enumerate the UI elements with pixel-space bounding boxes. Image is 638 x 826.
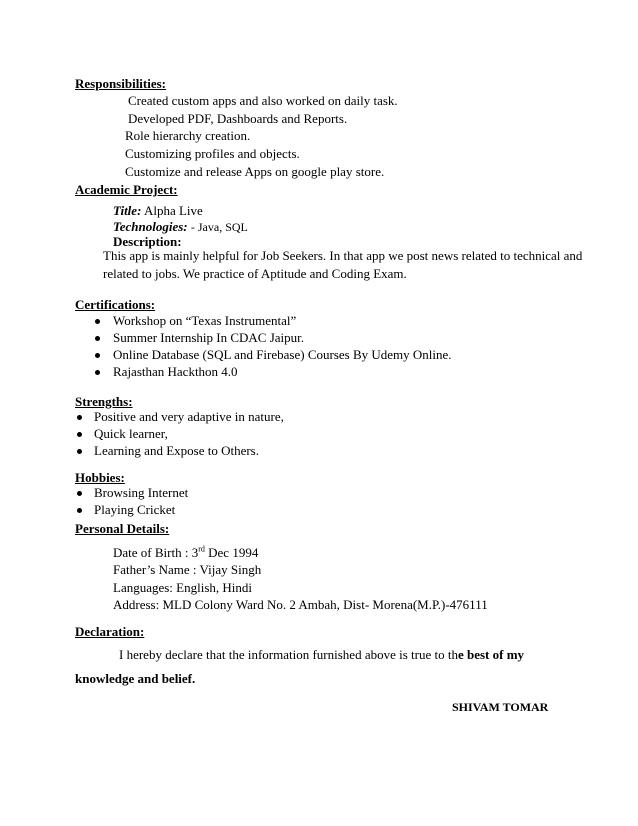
responsibility-item: Created custom apps and also worked on daily task.	[128, 93, 398, 108]
project-technologies-row	[113, 219, 248, 235]
project-technologies-label: Technologies:	[113, 219, 188, 234]
responsibility-item: Role hierarchy creation.	[125, 128, 251, 143]
strength-item: Positive and very adaptive in nature,	[94, 409, 284, 424]
responsibility-item: Customize and release Apps on google play store.	[125, 164, 385, 179]
declaration-text: I hereby declare that the information furnished above is true to th	[119, 647, 458, 662]
date-of-birth	[113, 545, 258, 561]
responsibilities-heading: Responsibilities:	[75, 76, 167, 91]
project-description-line: related to jobs. We practice of Aptitude and Coding Exam.	[103, 266, 407, 281]
languages: Languages: English, Hindi	[113, 580, 253, 595]
bullet-icon	[95, 319, 100, 324]
responsibility-item: Customizing profiles and objects.	[125, 146, 300, 161]
certification-item: Online Database (SQL and Firebase) Courses By Udemy Online.	[113, 347, 452, 362]
dob-superscript: rd	[198, 544, 205, 554]
certification-item: Rajasthan Hackthon 4.0	[113, 364, 238, 379]
signature-name: SHIVAM TOMAR	[452, 700, 549, 714]
responsibility-item: Developed PDF, Dashboards and Reports.	[128, 111, 348, 126]
address: Address: MLD Colony Ward No. 2 Ambah, Dist- Morena(M.P.)-476111	[113, 597, 488, 612]
hobbies-heading: Hobbies:	[75, 470, 125, 485]
personal-details-heading: Personal Details:	[75, 521, 170, 536]
declaration-heading: Declaration:	[75, 624, 145, 639]
bullet-icon	[77, 449, 82, 454]
project-technologies-value: - Java, SQL	[190, 220, 248, 234]
project-title-label: Title:	[113, 203, 142, 218]
bullet-icon	[95, 353, 100, 358]
bullet-icon	[95, 370, 100, 375]
hobby-item: Playing Cricket	[94, 502, 176, 517]
project-title-value: Alpha Live	[143, 203, 203, 218]
declaration-text-bold: e best of my	[457, 647, 525, 662]
dob-text: Date of Birth : 3	[113, 545, 199, 560]
project-title-row	[113, 203, 203, 219]
fathers-name: Father’s Name : Vijay Singh	[113, 562, 262, 577]
project-description-line: This app is mainly helpful for Job Seekers. In that app we post news related to technical and	[103, 248, 583, 263]
project-description-label: Description:	[113, 234, 182, 249]
declaration-line: knowledge and belief.	[75, 671, 196, 686]
strength-item: Learning and Expose to Others.	[94, 443, 259, 458]
bullet-icon	[77, 415, 82, 420]
bullet-icon	[95, 336, 100, 341]
bullet-icon	[77, 432, 82, 437]
declaration-line	[119, 647, 524, 663]
bullet-icon	[77, 491, 82, 496]
strength-item: Quick learner,	[94, 426, 168, 441]
hobby-item: Browsing Internet	[94, 485, 189, 500]
dob-rest: Dec 1994	[204, 545, 259, 560]
certification-item: Summer Internship In CDAC Jaipur.	[113, 330, 305, 345]
bullet-icon	[77, 508, 82, 513]
strengths-heading: Strengths:	[75, 394, 133, 409]
certifications-heading: Certifications:	[75, 297, 156, 312]
certification-item: Workshop on “Texas Instrumental”	[113, 313, 297, 328]
academic-project-heading: Academic Project:	[75, 182, 178, 197]
